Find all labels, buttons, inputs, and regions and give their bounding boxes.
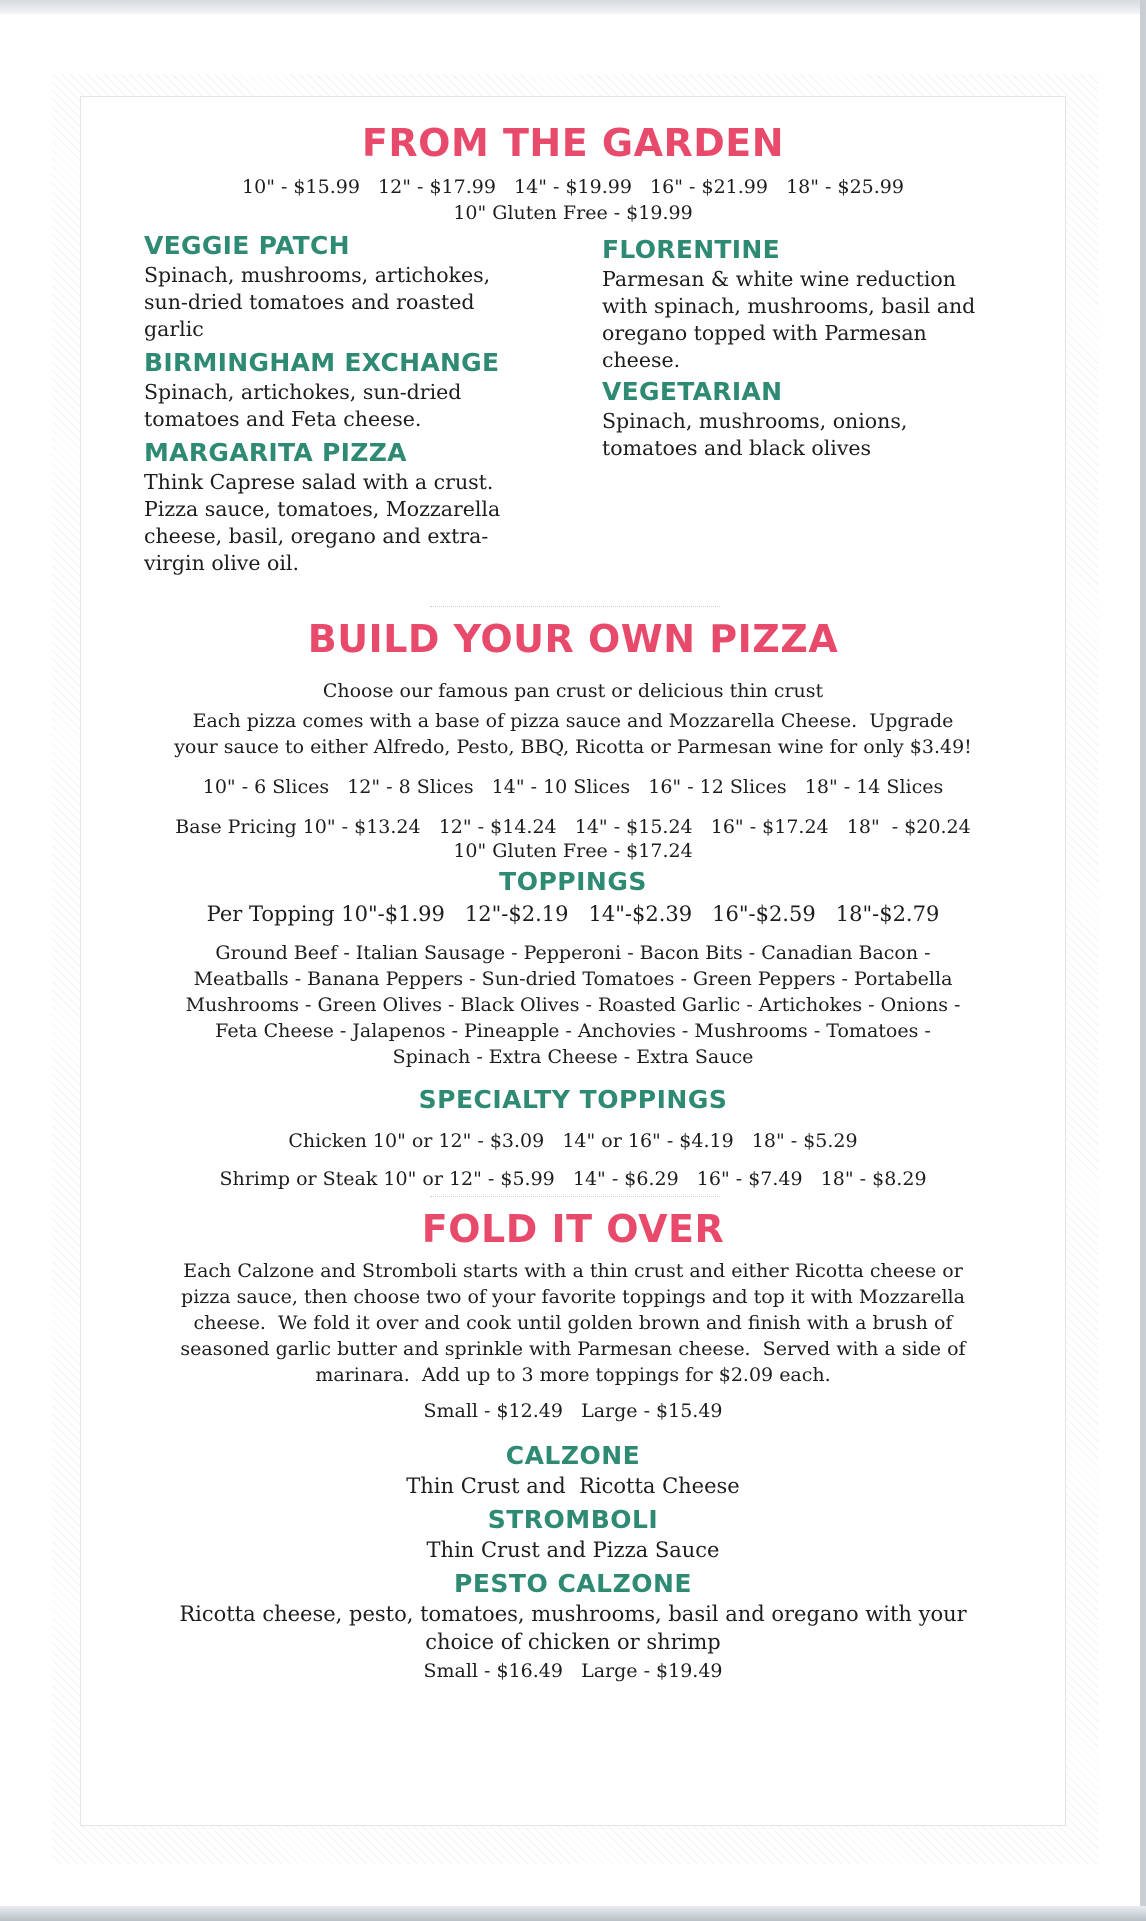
fold-description-line: Each Calzone and Stromboli starts with a thin crust and either Ricotta cheese or <box>183 1260 963 1282</box>
byo-base-description-1: Each pizza comes with a base of pizza sauce and Mozzarella Cheese. Upgrade <box>192 710 954 732</box>
stromboli-heading: STROMBOLI <box>487 1505 659 1534</box>
menu-item-name: FLORENTINE <box>602 235 780 264</box>
fold-description-line: pizza sauce, then choose two of your favorite toppings and top it with Mozzarella <box>181 1286 965 1308</box>
fold-heading: FOLD IT OVER <box>421 1207 725 1251</box>
fold-description-line: cheese. We fold it over and cook until golden brown and finish with a brush of <box>193 1312 953 1334</box>
garden-right-column <box>602 234 1002 462</box>
toppings-list-line: Ground Beef - Italian Sausage - Pepperoni - Bacon Bits - Canadian Bacon - <box>215 942 931 964</box>
garden-heading: FROM THE GARDEN <box>361 121 785 165</box>
fold-description-line: seasoned garlic butter and sprinkle with Parmesan cheese. Served with a side of <box>180 1338 966 1360</box>
menu-item-description: Spinach, mushrooms, artichokes, sun-dried tomatoes and roasted garlic <box>144 263 491 341</box>
scan-edge-right <box>1140 0 1146 1921</box>
toppings-heading: TOPPINGS <box>499 867 647 896</box>
menu-item-description: Think Caprese salad with a crust. Pizza sauce, tomatoes, Mozzarella cheese, basil, oregano and extra-virgin olive oil. <box>144 470 501 575</box>
pesto-calzone-prices: Small - $16.49 Large - $19.49 <box>423 1660 723 1682</box>
toppings-list-line: Mushrooms - Green Olives - Black Olives - Roasted Garlic - Artichokes - Onions - <box>185 994 961 1016</box>
byo-base-description-2: your sauce to either Alfredo, Pesto, BBQ, Ricotta or Parmesan wine for only $3.49! <box>174 736 972 758</box>
specialty-chicken-prices: Chicken 10" or 12" - $3.09 14" or 16" - $4.19 18" - $5.29 <box>288 1130 858 1152</box>
menu-item-vegetarian <box>602 376 1002 462</box>
menu-item-name: BIRMINGHAM EXCHANGE <box>144 348 500 377</box>
pesto-calzone-description-2: choice of chicken or shrimp <box>425 1630 721 1654</box>
toppings-list-line: Meatballs - Banana Peppers - Sun-dried Tomatoes - Green Peppers - Portabella <box>193 968 953 990</box>
scan-edge-top <box>0 0 1146 14</box>
fold-prices: Small - $12.49 Large - $15.49 <box>423 1400 723 1422</box>
toppings-list <box>80 940 1066 1070</box>
menu-item-description: Spinach, artichokes, sun-dried tomatoes and Feta cheese. <box>144 380 462 431</box>
byo-crust-line: Choose our famous pan crust or delicious thin crust <box>322 680 824 702</box>
per-topping-prices: Per Topping 10"-$1.99 12"-$2.19 14"-$2.39 16"-$2.59 18"-$2.79 <box>206 902 940 926</box>
menu-item-florentine <box>602 234 1002 374</box>
menu-item-description: Spinach, mushrooms, onions, tomatoes and black olives <box>602 409 908 460</box>
specialty-shrimp-steak-prices: Shrimp or Steak 10" or 12" - $5.99 14" - $6.29 16" - $7.49 18" - $8.29 <box>219 1168 927 1190</box>
scan-edge-bottom <box>0 1906 1146 1921</box>
fold-description-line: marinara. Add up to 3 more toppings for $2.09 each. <box>315 1364 831 1386</box>
garden-size-prices: 10" - $15.99 12" - $17.99 14" - $19.99 16" - $21.99 18" - $25.99 <box>242 176 904 198</box>
menu-item-margarita-pizza <box>144 437 544 577</box>
byo-gluten-free: 10" Gluten Free - $17.24 <box>453 840 693 862</box>
menu-item-name: VEGGIE PATCH <box>144 231 350 260</box>
pesto-calzone-heading: PESTO CALZONE <box>454 1569 692 1598</box>
calzone-heading: CALZONE <box>505 1441 641 1470</box>
toppings-list-line: Spinach - Extra Cheese - Extra Sauce <box>392 1046 754 1068</box>
toppings-list-line: Feta Cheese - Jalapenos - Pineapple - Anchovies - Mushrooms - Tomatoes - <box>215 1020 931 1042</box>
garden-left-column <box>144 230 544 577</box>
section-divider <box>430 1196 720 1197</box>
menu-item-description: Parmesan & white wine reduction with spinach, mushrooms, basil and oregano topped with Parmesan cheese. <box>602 267 976 372</box>
calzone-description: Thin Crust and Ricotta Cheese <box>406 1474 740 1498</box>
pesto-calzone-description-1: Ricotta cheese, pesto, tomatoes, mushrooms, basil and oregano with your <box>179 1602 967 1626</box>
menu-item-birmingham-exchange <box>144 347 544 433</box>
fold-description <box>80 1258 1066 1388</box>
menu-item-name: MARGARITA PIZZA <box>144 438 407 467</box>
section-divider <box>430 606 720 607</box>
specialty-toppings-heading: SPECIALTY TOPPINGS <box>418 1085 728 1114</box>
byo-heading: BUILD YOUR OWN PIZZA <box>307 617 839 661</box>
byo-slices: 10" - 6 Slices 12" - 8 Slices 14" - 10 Slices 16" - 12 Slices 18" - 14 Slices <box>202 776 944 798</box>
byo-base-pricing: Base Pricing 10" - $13.24 12" - $14.24 14" - $15.24 16" - $17.24 18" - $20.24 <box>175 816 971 838</box>
menu-item-name: VEGETARIAN <box>602 377 783 406</box>
menu-item-veggie-patch <box>144 230 544 343</box>
garden-gluten-free: 10" Gluten Free - $19.99 <box>453 202 693 224</box>
stromboli-description: Thin Crust and Pizza Sauce <box>426 1538 720 1562</box>
